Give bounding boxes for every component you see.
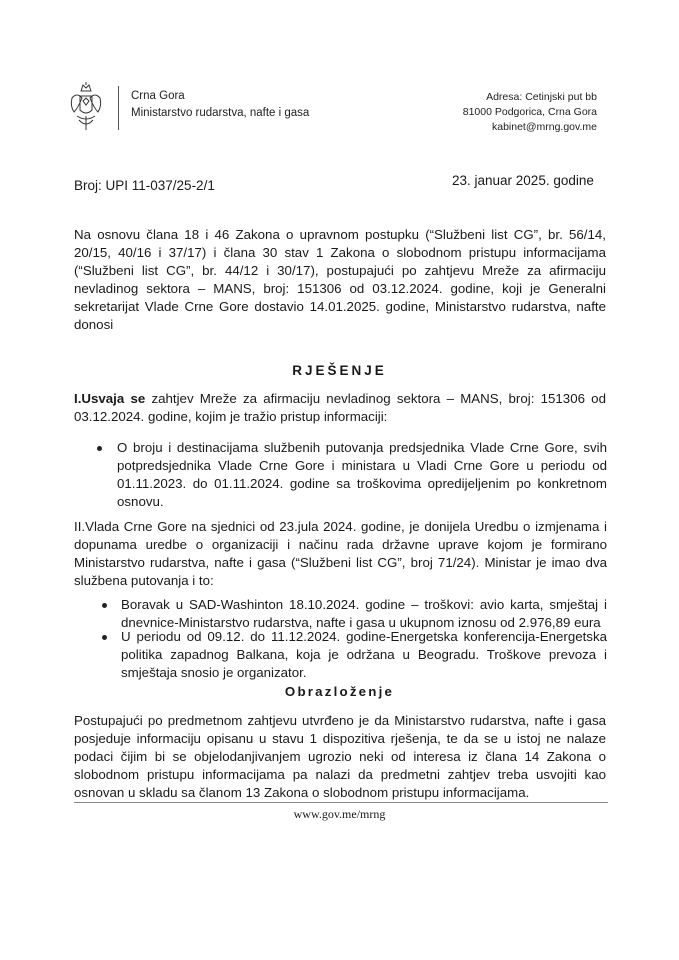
bullet-icon [97, 446, 102, 451]
bullet-line: osnovu. [117, 494, 164, 509]
bullet-icon [102, 603, 107, 608]
bullet-line: O broju i destinacijama službenih putovanja predsjednika Vlade Crne Gore, svih [117, 440, 607, 455]
decision-title: RJEŠENJE [292, 363, 387, 378]
org-block [131, 88, 309, 122]
intro-line: sekretarijat Vlade Crne Gore dostavio 14.01.2025. godine, Ministarstvo rudarstva, nafte [74, 299, 606, 314]
reasoning-line: Postupajući po predmetnom zahtjevu utvrđeno je da Ministarstvo rudarstva, nafte i gasa [74, 713, 606, 728]
section1-line1: zahtjev Mreže za afirmaciju nevladinog sektora – MANS, broj: 151306 od [145, 391, 606, 406]
bullet-icon [102, 635, 107, 640]
intro-line: donosi [74, 317, 114, 332]
reasoning-line: podaci čijim bi se objelodanjivanjem ugrozio neki od interesa iz člana 14 Zakona o [74, 749, 606, 764]
address-block [463, 90, 597, 135]
ministry-name: Ministarstvo rudarstva, nafte i gasa [131, 107, 310, 119]
address-city: 81000 Podgorica, Crna Gora [462, 106, 597, 118]
intro-line: 20/15, 40/16 i 37/17) i člana 30 stav 1 Zakona o slobodnom pristupu informacijama [74, 245, 606, 260]
bullet-line: Boravak u SAD-Washinton 18.10.2024. godine – troškovi: avio karta, smještaj i [121, 597, 607, 612]
intro-line: nevladinog sektora – MANS, broj: 151306 od 03.12.2024. godine, koji je Generalni [74, 281, 606, 296]
contact-email: kabinet@mrng.gov.me [491, 121, 597, 133]
document-date: 23. januar 2025. godine [452, 173, 594, 188]
section2-line: II.Vlada Crne Gore na sjednici od 23.jula 2024. godine, je donijela Uredbu o izmjenama i [74, 519, 607, 534]
reasoning-line: posjeduje informaciju opisanu u stavu 1 dispozitiva rješenja, te da se u istoj ne nalaze [74, 731, 606, 746]
section1-line2: 03.12.2024. godine, kojim je tražio pristup informaciji: [74, 409, 388, 424]
intro-line: (“Službeni list CG”, br. 44/12 i 30/17), postupajući po zahtjevu Mreže za afirmaciju [74, 263, 606, 278]
reasoning-line: osnovan u skladu sa članom 13 Zakona o slobodnom pristupu informacijama. [74, 785, 530, 800]
bullet-line: U periodu od 09.12. do 11.12.2024. godine-Energetska konferencija-Energetska [121, 629, 607, 644]
bullet-line: smještaja snosio je organizator. [121, 665, 307, 680]
section1-lead: I.Usvaja se [74, 391, 146, 406]
bullet-line: 01.11.2023. do 01.11.2024. godine sa troškovima opredijeljenim po konkretnom [117, 476, 607, 491]
document-number: Broj: UPI 11-037/25-2/1 [74, 178, 215, 193]
header-divider [118, 86, 119, 130]
section2-line: službena putovanja i to: [74, 573, 214, 588]
reasoning-title: Obrazloženje [284, 684, 395, 699]
section2-line: dopunama uredbe o organizaciji i načinu rada državne uprave kojom je formirano [74, 537, 607, 552]
bullet-line: dnevnice-Ministarstvo rudarstva, nafte i gasa u ukupnom iznosu od 2.976,89 eura [121, 615, 601, 630]
coat-of-arms-icon [68, 82, 104, 132]
reasoning-line: slobodnom pristupu informacijama pa nalazi da predmetni zahtjev treba usvojiti kao [74, 767, 606, 782]
section2-line: Ministarstvo rudarstva, nafte i gasa (“Službeni list CG”, broj 71/24). Ministar je imao dva [74, 555, 607, 570]
section1-first-line [74, 390, 606, 408]
footer-link[interactable]: www.gov.me/mrng [293, 807, 386, 821]
footer-divider [74, 802, 608, 803]
address-street: Adresa: Cetinjski put bb [486, 91, 597, 103]
intro-line: Na osnovu člana 18 i 46 Zakona o upravnom postupku (“Službeni list CG”, br. 56/14, [74, 227, 606, 242]
bullet-line: politika zapadnog Balkana, koja je održana u Beogradu. Troškove prevoza i [121, 647, 607, 662]
bullet-line: potpredsjednika Vlade Crne Gore i ministara u Vladi Crne Gore u periodu od [117, 458, 607, 473]
country-name: Crna Gora [131, 90, 185, 102]
